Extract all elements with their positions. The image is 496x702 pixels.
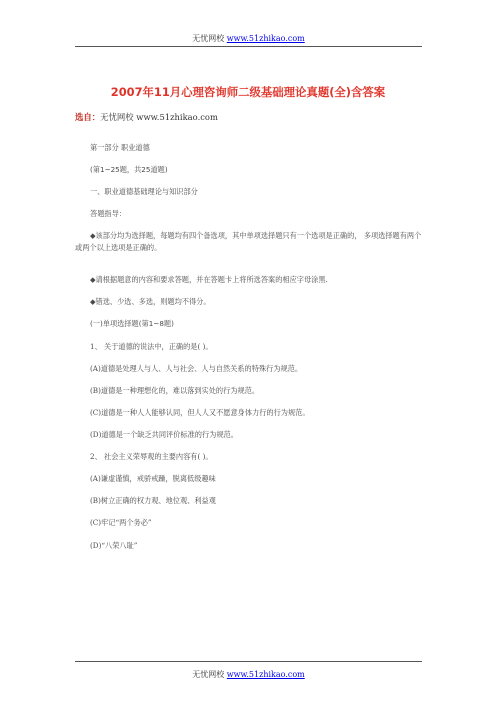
instruction-2: ◆请根据题意的内容和要求答题，并在答题卡上将所选答案的相应字母涂黑. [90,275,328,284]
question-1: 1、 关于道德的说法中，正确的是( )。 [90,342,213,351]
guide-heading: 答题指导： [90,209,126,218]
page-header [75,33,422,44]
q1-option-d: (D)道德是一个缺乏共同评价标准的行为规范。 [90,430,238,439]
section-heading: 一、职业道德基础理论与知识部分 [90,187,198,196]
question-2: 2、 社会主义荣辱观的主要内容有( )。 [90,452,213,461]
source-line [75,111,218,123]
q2-option-d: (D)“八荣八耻” [90,541,138,550]
single-choice-heading: (一)单项选择题(第1~8题) [90,319,174,328]
footer-site: 无忧网校 [192,670,225,679]
source-label: 选自： [75,112,101,122]
header-link[interactable]: www.51zhikao.com [226,34,305,43]
header-rule [75,46,422,47]
q2-option-b: (B)树立正确的权力观、地位观、利益观 [90,496,216,505]
instruction-1: ◆该部分均为选择题，每题均有四个备选项，其中单项选择题只有一个选项是正确的， 多项选择题有两个或两个以上选项是正确的。 [75,231,422,252]
q1-option-b: (B)道德是一种理想化的，难以落到实处的行为规范。 [90,386,260,395]
question-range: (第1~25题，共25道题) [90,165,168,174]
q1-option-a: (A)道德是处理人与人、人与社会、人与自然关系的特殊行为规范。 [90,364,303,373]
instruction-3: ◆错选、少选、多选，则题均不得分。 [90,297,211,306]
page-footer [75,669,422,680]
q2-option-c: (C)牢记“两个务必” [90,518,152,527]
q2-option-a: (A)谦虚谨慎，戒骄戒躁，脱离低级趣味 [90,474,216,483]
header-site: 无忧网校 [192,34,225,43]
document-title: 2007年11月心理咨询师二级基础理论真题(全)含答案 [110,85,386,99]
q1-option-c: (C)道德是一种人人能够认同，但人人又不愿意身体力行的行为规范。 [90,408,310,417]
source-text: 无忧网校 www.51zhikao.com [100,112,218,122]
footer-link[interactable]: www.51zhikao.com [226,670,305,679]
part-heading: 第一部分 职业道德 [90,143,150,152]
footer-rule [75,661,422,662]
